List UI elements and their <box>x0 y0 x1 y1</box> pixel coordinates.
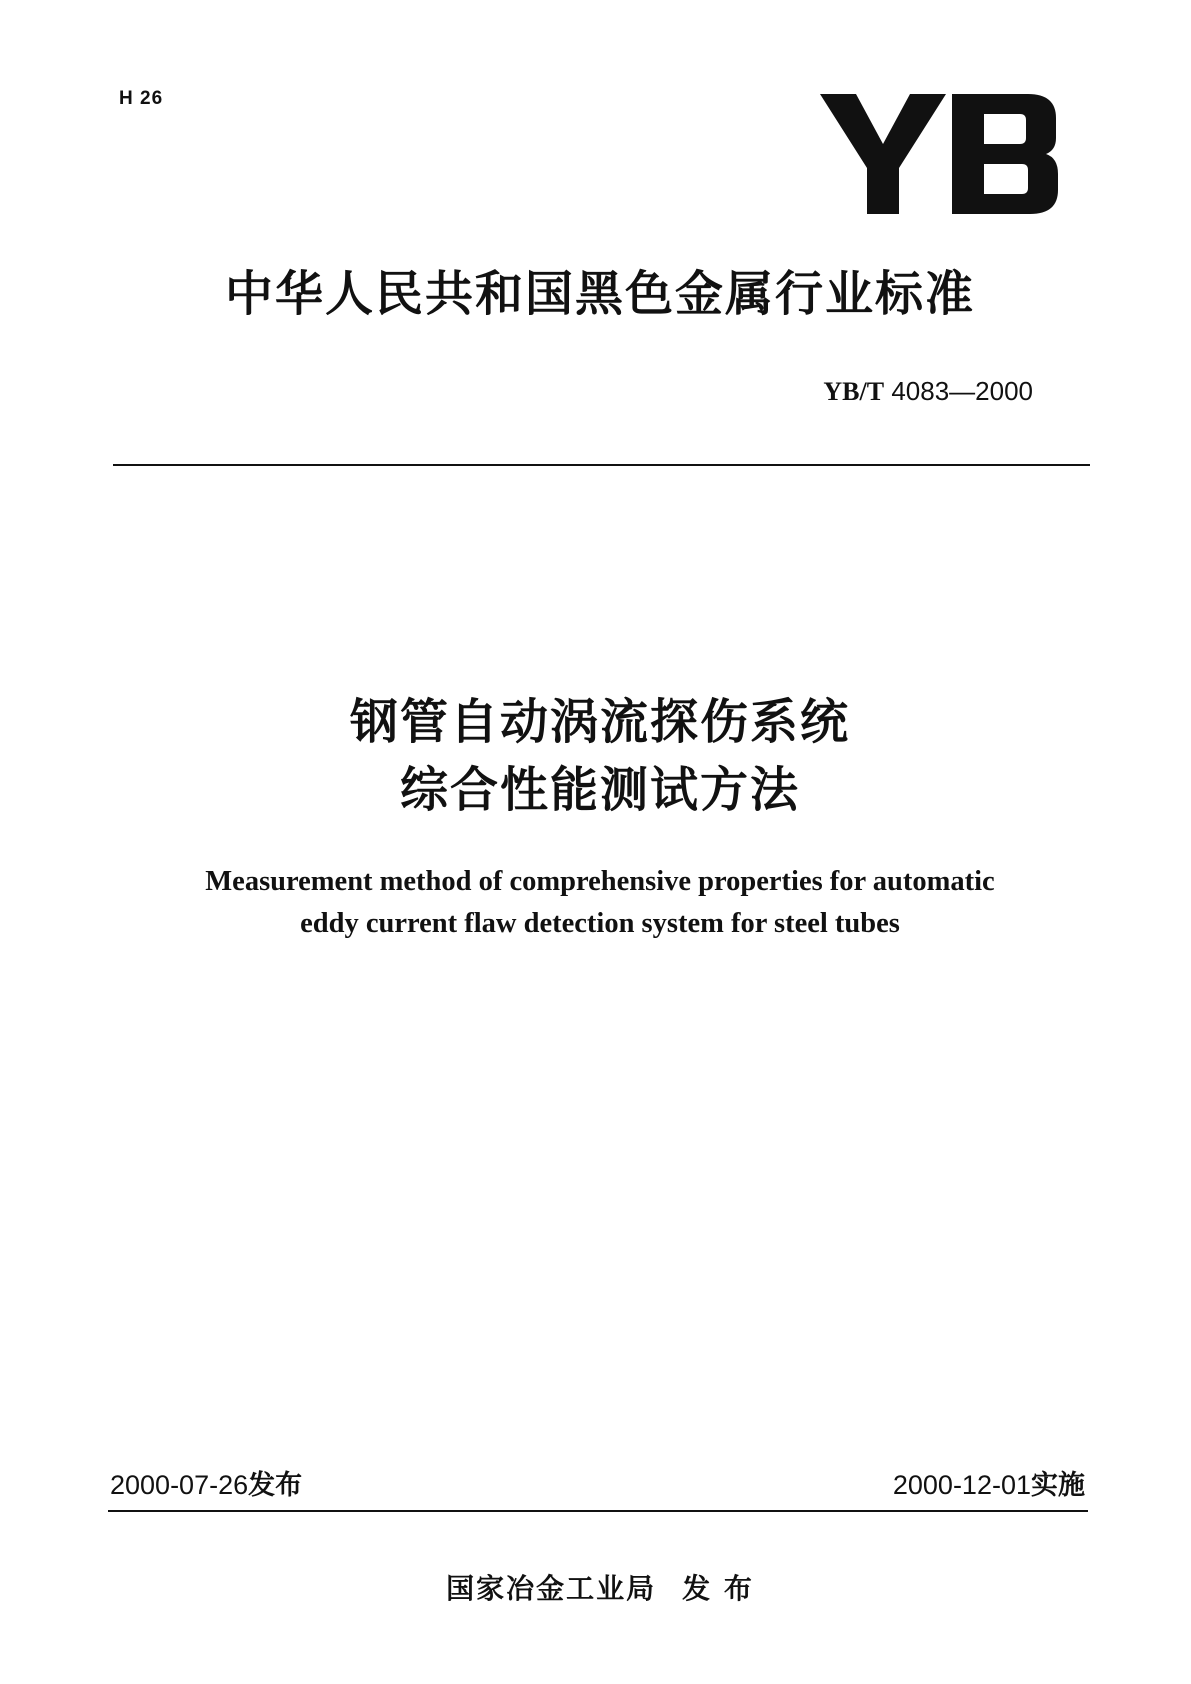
header-divider <box>113 464 1090 466</box>
implementation-date: 2000-12-01 <box>892 1470 1031 1500</box>
publisher-action: 发 布 <box>682 1572 754 1605</box>
english-title-line-1: Measurement method of comprehensive properties for automatic <box>205 866 995 897</box>
english-title-line-2: eddy current flaw detection system for steel tubes <box>300 908 900 939</box>
standard-number-value: 4083—2000 <box>891 376 1033 406</box>
issue-date-block <box>110 1463 302 1502</box>
footer-divider <box>108 1510 1088 1512</box>
issue-label: 发布 <box>248 1470 303 1501</box>
chinese-title-line-2: 综合性能测试方法 <box>399 762 800 818</box>
standard-number <box>823 376 1033 407</box>
publisher-line <box>300 1567 900 1607</box>
yb-logo <box>820 78 1060 228</box>
issue-date: 2000-07-26 <box>110 1470 249 1500</box>
chinese-title-line-1: 钢管自动涡流探伤系统 <box>349 694 850 750</box>
standard-number-prefix: YB/T <box>823 377 885 406</box>
classification-code: H 26 <box>119 88 164 109</box>
industry-standard-title: 中华人民共和国黑色金属行业标准 <box>224 266 975 322</box>
publisher-name: 国家冶金工业局 <box>446 1572 657 1605</box>
implementation-date-block <box>893 1463 1085 1502</box>
implementation-label: 实施 <box>1031 1470 1085 1501</box>
